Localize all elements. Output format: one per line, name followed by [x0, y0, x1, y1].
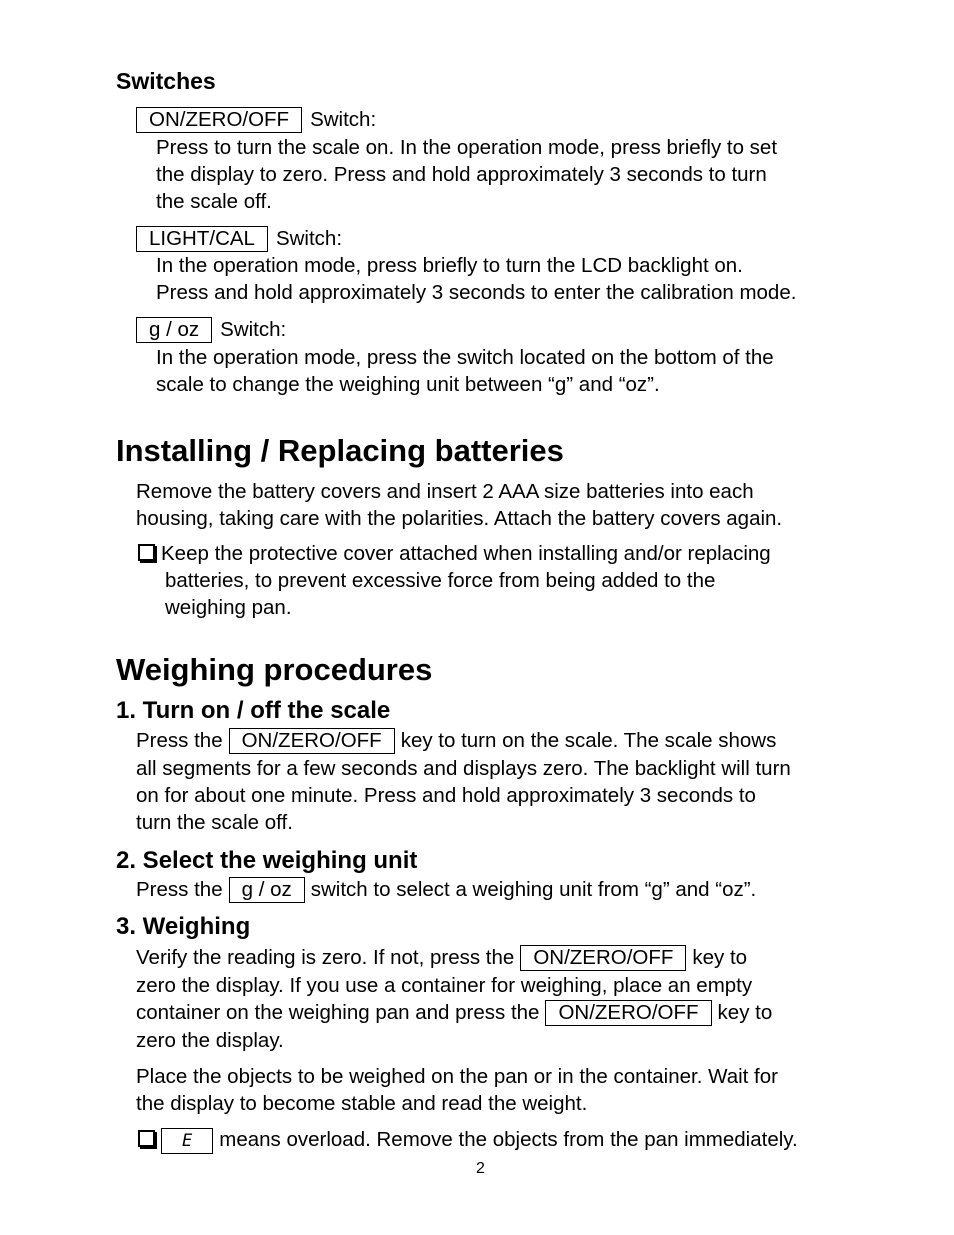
- switch-suffix: Switch:: [275, 227, 343, 250]
- onzerooff-key-label: ON/ZERO/OFF: [229, 728, 395, 754]
- step1-line: turn the scale off.: [136, 811, 293, 834]
- onzerooff-key-label: ON/ZERO/OFF: [136, 107, 302, 133]
- batteries-heading: Installing / Replacing batteries: [116, 433, 564, 468]
- checkbox-bullet-icon: [138, 544, 155, 561]
- lcd-overload-display: E: [161, 1128, 213, 1154]
- batteries-note-line: batteries, to prevent excessive force from being added to the: [165, 569, 716, 592]
- step1-line: all segments for a few seconds and displays zero. The backlight will turn: [136, 757, 791, 780]
- step3-para2-line: Place the objects to be weighed on the pan or in the container. Wait for: [136, 1065, 778, 1088]
- batteries-text-line: Remove the battery covers and insert 2 AAA size batteries into each: [136, 480, 754, 503]
- switch-suffix: Switch:: [310, 108, 377, 131]
- switch-desc-line: scale to change the weighing unit between “g” and “oz”.: [156, 373, 660, 396]
- lightcal-key-label: LIGHT/CAL: [136, 226, 268, 252]
- switch-desc-line: Press and hold approximately 3 seconds to enter the calibration mode.: [156, 281, 797, 304]
- batteries-text-line: housing, taking care with the polarities. Attach the battery covers again.: [136, 507, 783, 530]
- goz-key-label: g / oz: [136, 317, 212, 343]
- page-number: 2: [476, 1160, 485, 1177]
- weighing-heading: Weighing procedures: [116, 652, 433, 687]
- step3-title: 3. Weighing: [116, 913, 251, 940]
- step3-line: zero the display. If you use a container for weighing, place an empty: [136, 974, 753, 997]
- step3-line: zero the display.: [136, 1029, 284, 1052]
- switch-onzerooff-row: [136, 106, 376, 133]
- step2-title: 2. Select the weighing unit: [116, 847, 418, 874]
- switch-desc-line: the scale off.: [156, 190, 272, 213]
- step1-line: Press the ON/ZERO/OFF key to turn on the scale. The scale shows: [136, 729, 777, 752]
- step3-line: Verify the reading is zero. If not, press the ON/ZERO/OFF key to: [136, 946, 748, 969]
- switch-desc-line: the display to zero. Press and hold approximately 3 seconds to turn: [156, 163, 767, 186]
- step2-line: Press the g / oz switch to select a weighing unit from “g” and “oz”.: [136, 878, 757, 901]
- onzerooff-key-label: ON/ZERO/OFF: [520, 945, 686, 971]
- onzerooff-key-label: ON/ZERO/OFF: [545, 1000, 711, 1026]
- switch-desc-line: In the operation mode, press the switch located on the bottom of the: [156, 346, 774, 369]
- switch-lightcal-row: [136, 225, 342, 252]
- step1-title: 1. Turn on / off the scale: [116, 697, 391, 724]
- checkbox-bullet-icon: [138, 1130, 155, 1147]
- switch-suffix: Switch:: [220, 318, 287, 341]
- goz-key-label: g / oz: [229, 877, 305, 903]
- switches-heading: Switches: [116, 68, 216, 94]
- step3-line: container on the weighing pan and press the ON/ZERO/OFF key to: [136, 1001, 773, 1024]
- switch-desc-line: Press to turn the scale on. In the operation mode, press briefly to set: [156, 136, 778, 159]
- step3-para2-line: the display to become stable and read the weight.: [136, 1092, 588, 1115]
- switch-desc-line: In the operation mode, press briefly to turn the LCD backlight on.: [156, 254, 743, 277]
- step1-line: on for about one minute. Press and hold approximately 3 seconds to: [136, 784, 756, 807]
- batteries-note-line: Keep the protective cover attached when installing and/or replacing: [138, 540, 771, 567]
- batteries-note-line: weighing pan.: [165, 596, 292, 619]
- overload-note: E means overload. Remove the objects from the pan immediately.: [138, 1126, 798, 1154]
- switch-goz-row: [136, 316, 286, 343]
